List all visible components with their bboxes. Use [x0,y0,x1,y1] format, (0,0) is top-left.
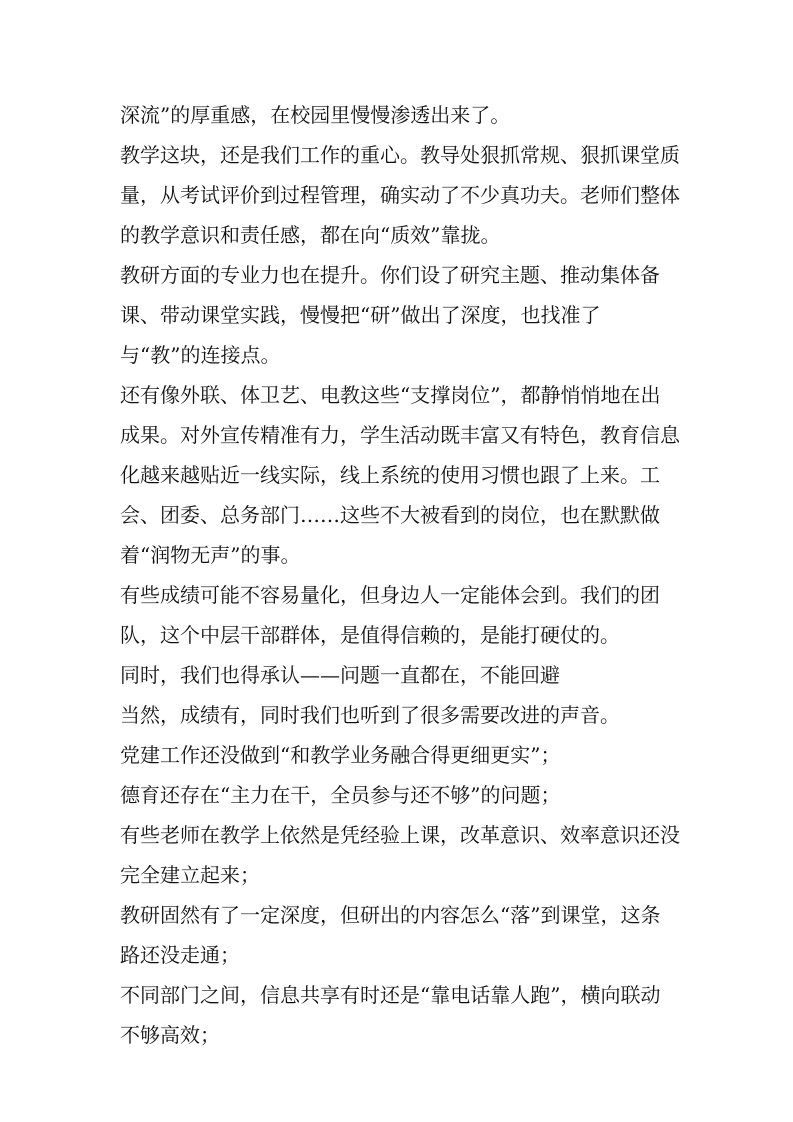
paragraph-8: 党建工作还没做到“和教学业务融合得更细更实”； [120,743,561,767]
paragraph-3: 教研方面的专业力也在提升。你们设了研究主题、推动集体备课、带动课堂实践，慢慢把“研”做出了深度，也找准了与“教”的连接点。 [120,263,660,367]
paragraph-5: 有些成绩可能不容易量化，但身边人一定能体会到。我们的团队，这个中层干部群体，是值得信赖的，是能打硬仗的。 [120,583,660,647]
document-body [120,95,680,1055]
paragraph-1: 深流”的厚重感，在校园里慢慢渗透出来了。 [120,103,511,127]
paragraph-10: 有些老师在教学上依然是凭经验上课，改革意识、效率意识还没完全建立起来； [120,823,680,887]
paragraph-6: 同时，我们也得承认——问题一直都在，不能回避 [120,663,560,687]
paragraph-2: 教学这块，还是我们工作的重心。教导处狠抓常规、狠抓课堂质量，从考试评价到过程管理，确实动了不少真功夫。老师们整体的教学意识和责任感，都在向“质效”靠拢。 [120,143,680,247]
paragraph-7: 当然，成绩有，同时我们也听到了很多需要改进的声音。 [120,703,620,727]
paragraph-11: 教研固然有了一定深度，但研出的内容怎么“落”到课堂，这条路还没走通； [120,903,661,967]
paragraph-4: 还有像外联、体卫艺、电教这些“支撑岗位”，都静悄悄地在出成果。对外宣传精准有力，学生活动既丰富又有特色，教育信息化越来越贴近一线实际，线上系统的使用习惯也跟了上来。工会、团委、总务部门……这些不大被看到的岗位，也在默默做着“润物无声”的事。 [120,383,680,567]
paragraph-12: 不同部门之间，信息共享有时还是“靠电话靠人跑”，横向联动不够高效； [120,983,661,1047]
paragraph-9: 德育还存在“主力在干，全员参与还不够”的问题； [120,783,561,807]
